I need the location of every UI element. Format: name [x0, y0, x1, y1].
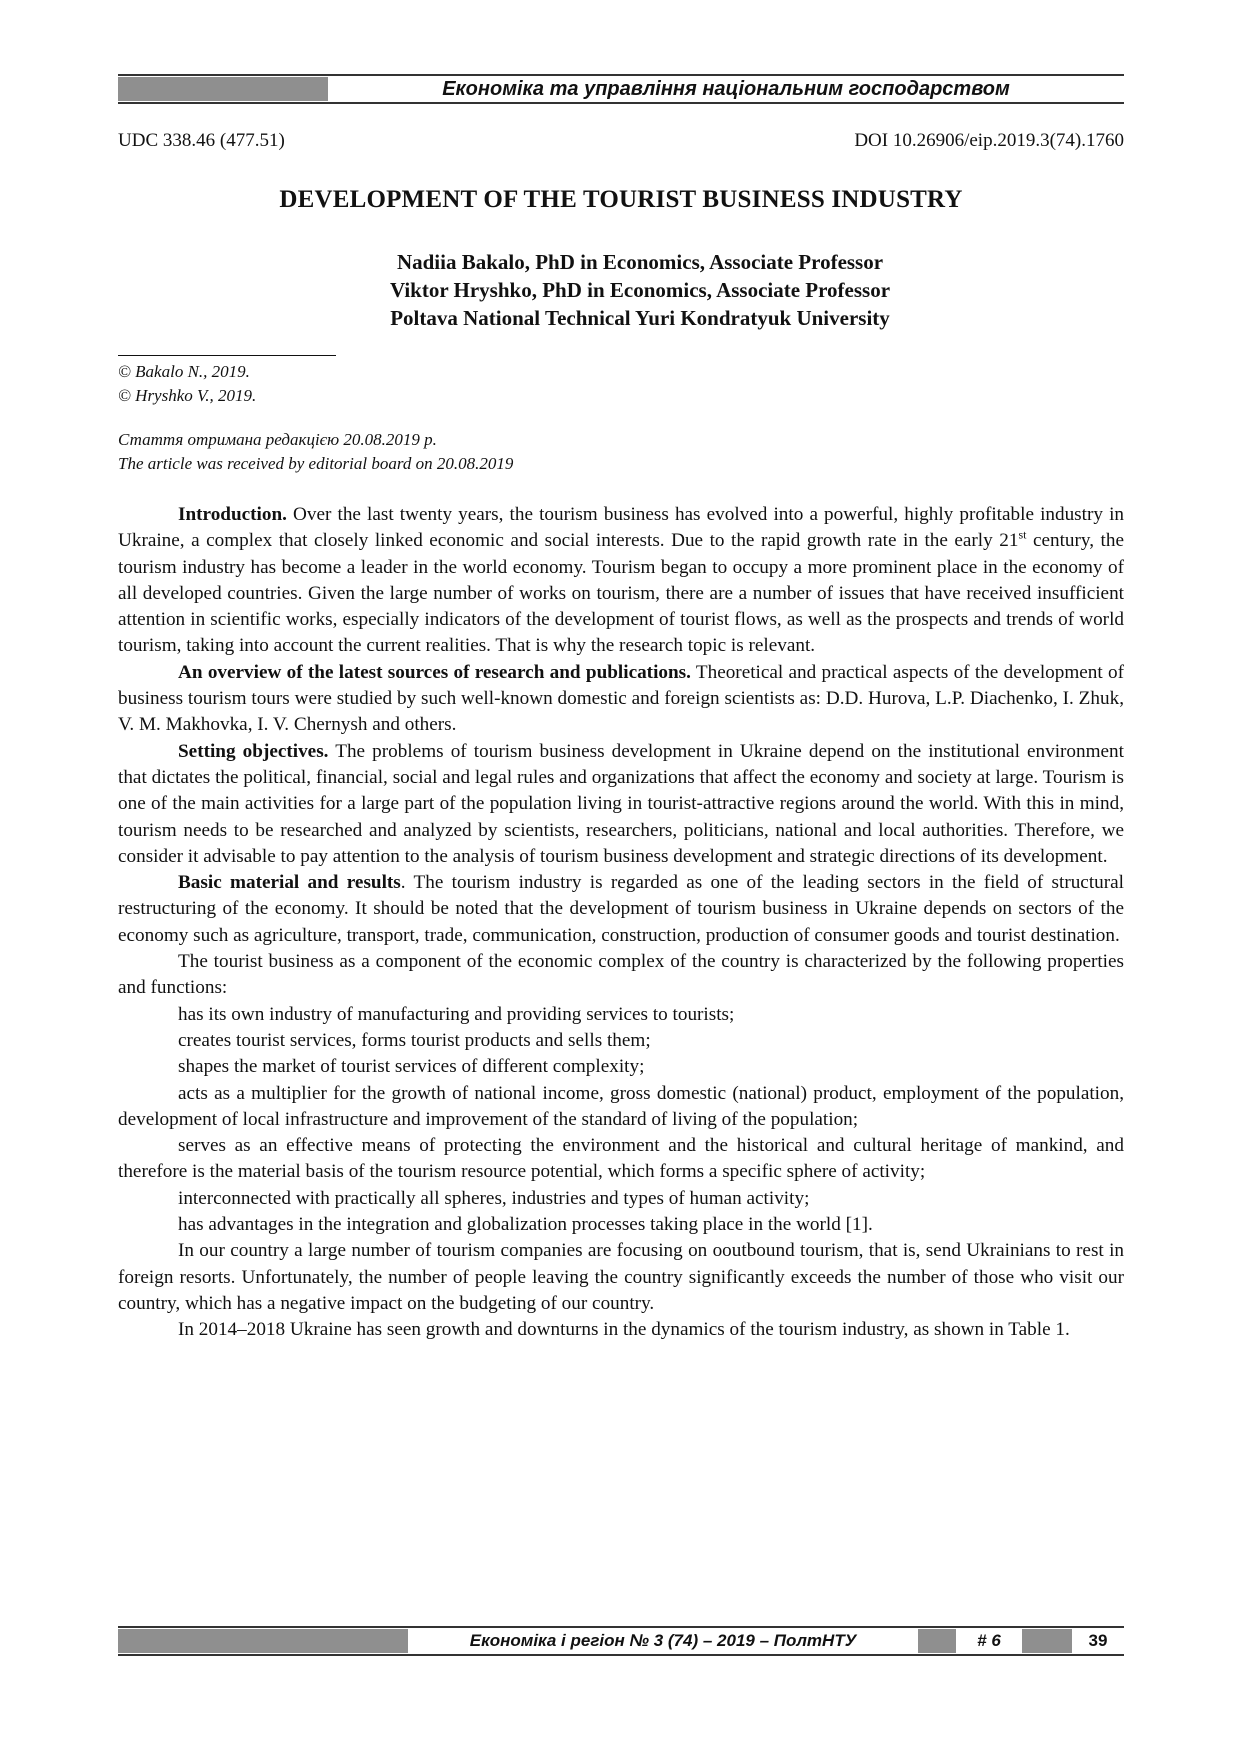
- list-item: serves as an effective means of protecting the environment and the historical and cultural heritage of mankind, and therefore is the material basis of the tourism resource potential, which forms a specific sphere of activity;: [118, 1135, 1124, 1183]
- journal-section-title: Економіка та управління національним господарством: [442, 78, 1010, 100]
- affiliation: Poltava National Technical Yuri Kondratyuk University: [390, 306, 890, 330]
- list-item: interconnected with practically all spheres, industries and types of human activity;: [178, 1187, 810, 1209]
- received-en: The article was received by editorial board on 20.08.2019: [118, 454, 514, 473]
- copyright-rule: [118, 355, 336, 356]
- author-line: Nadiia Bakalo, PhD in Economics, Associate Professor: [396, 250, 884, 274]
- footer-grey-block: [918, 1629, 956, 1653]
- paragraph-basic-material: Basic material and results. The tourism industry is regarded as one of the leading sectors in the field of structural restructuring of the economy. It should be noted that the development of tourism business in Ukraine depends on sectors of the economy such as agriculture, transport, trade, communication, construction, production of consumer goods and tourist destination.: [118, 872, 1124, 946]
- received-block: [118, 428, 513, 476]
- heading-objectives: Setting objectives.: [178, 740, 329, 762]
- paragraph-dynamics: In 2014–2018 Ukraine has seen growth and downturns in the dynamics of the tourism industry, as shown in Table 1.: [178, 1319, 1070, 1341]
- header-bottom-rule: [118, 102, 1124, 104]
- paragraph-outbound: In our country a large number of tourism companies are focusing on ooutbound tourism, that is, send Ukrainians to rest in foreign resorts. Unfortunately, the number of people leaving the country significantly exceeds the number of those who visit our country, which has a negative impact on the budgeting of our country.: [118, 1240, 1124, 1314]
- authors-block: [300, 248, 980, 332]
- copyright-block: [118, 360, 256, 408]
- list-item: has advantages in the integration and globalization processes taking place in the world [1].: [178, 1214, 873, 1236]
- footer-journal: Економіка і регіон № 3 (74) – 2019 – ПолтНТУ: [469, 1631, 857, 1650]
- paragraph-overview: An overview of the latest sources of research and publications. Theoretical and practical aspects of the development of business tourism tours were studied by such well-known domestic and foreign scientists as: D.D. Hurova, L.P. Diachenko, I. Zhuk, V. M. Makhovka, I. V. Chernysh and others.: [118, 661, 1124, 736]
- running-header: [118, 74, 1124, 104]
- footer-bottom-rule: [118, 1654, 1124, 1656]
- footer-grey-block: [1022, 1629, 1072, 1653]
- paragraph-introduction: Introduction. Over the last twenty years, the tourism business has evolved into a powerful, highly profitable industry in Ukraine, a complex that closely linked economic and social interests. Due to the rapid growth rate in the early 21st century, the tourism industry has become a leader in the world economy. Tourism began to occupy a more prominent place in the economy of all developed countries. Given the large number of works on tourism, there are a number of issues that have received insufficient attention in scientific works, especially indicators of the development of tourist flows, as well as the prospects and trends of world tourism, taking into account the current realities. That is why the research topic is relevant.: [118, 504, 1124, 657]
- list-item: shapes the market of tourist services of different complexity;: [178, 1056, 645, 1078]
- paragraph-complex: The tourist business as a component of the economic complex of the country is characterized by the following properties and functions:: [118, 951, 1124, 999]
- article-title: DEVELOPMENT OF THE TOURIST BUSINESS INDUSTRY: [279, 186, 963, 213]
- heading-introduction: Introduction.: [178, 504, 287, 525]
- footer-grey-block: [118, 1629, 408, 1653]
- doi: DOI 10.26906/eip.2019.3(74).1760: [854, 130, 1124, 151]
- list-item: acts as a multiplier for the growth of national income, gross domestic (national) product, employment of the population, development of local infrastructure and improvement of the standard of living of the population;: [118, 1082, 1124, 1130]
- udc-code: UDC 338.46 (477.51): [118, 130, 285, 151]
- list-item: has its own industry of manufacturing and providing services to tourists;: [178, 1003, 735, 1025]
- copyright-line: © Hryshko V., 2019.: [118, 386, 257, 405]
- article-body: [118, 502, 1124, 1344]
- paragraph-objectives: Setting objectives. The problems of tourism business development in Ukraine depend on the institutional environment that dictates the political, financial, social and legal rules and organizations that affect the economy and society at large. Tourism is one of the main activities for a large part of the population living in tourist-attractive regions around the world. With this in mind, tourism needs to be researched and analyzed by scientists, researchers, politicians, national and local authorities. Therefore, we consider it advisable to pay attention to the analysis of tourism business development and strategic directions of its development.: [118, 740, 1124, 867]
- heading-basic-material: Basic material and results: [178, 872, 401, 894]
- page-number: 39: [1088, 1631, 1108, 1650]
- running-footer: [118, 1626, 1124, 1656]
- author-line: Viktor Hryshko, PhD in Economics, Associate Professor: [389, 278, 891, 302]
- list-item: creates tourist services, forms tourist products and sells them;: [178, 1029, 651, 1051]
- header-grey-block: [118, 77, 328, 101]
- copyright-line: © Bakalo N., 2019.: [118, 362, 250, 381]
- footer-issue-number: # 6: [977, 1631, 1001, 1650]
- received-ua: Стаття отримана редакцією 20.08.2019 р.: [118, 430, 437, 449]
- heading-overview: An overview of the latest sources of research and publications.: [178, 661, 691, 683]
